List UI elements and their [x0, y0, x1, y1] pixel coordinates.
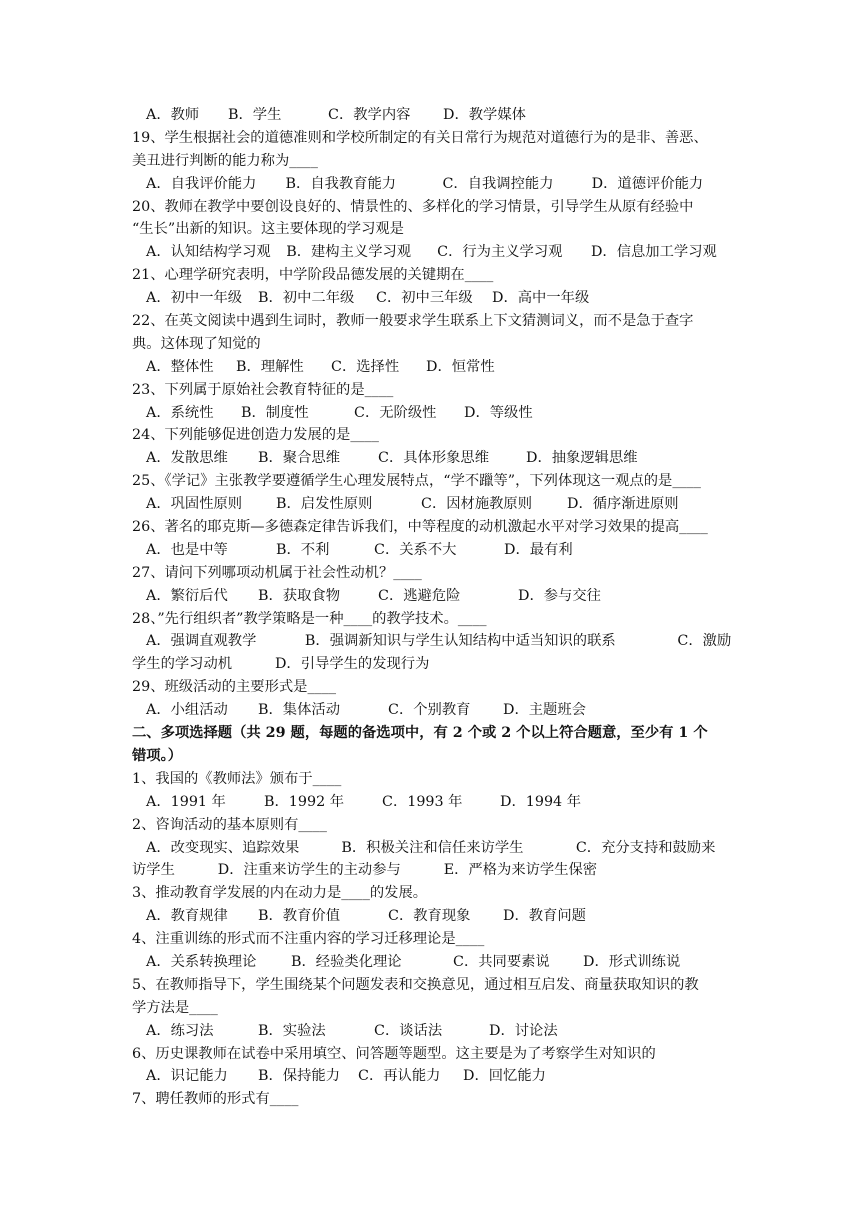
option-row — [132, 241, 737, 264]
option-row — [132, 951, 737, 974]
option-item: A．自我评价能力 — [146, 175, 257, 192]
question-text: 美丑进行判断的能力称为____ — [132, 152, 318, 169]
option-item: B．制度性 — [241, 404, 309, 421]
option-item: C．共同要素说 — [453, 953, 550, 970]
question-text: 4、注重训练的形式而不注重内容的学习迁移理论是____ — [132, 931, 485, 948]
question-text: 2、咨询活动的基本原则有____ — [132, 816, 327, 833]
option-item: D．最有利 — [504, 541, 573, 558]
option-item: D．教育问题 — [503, 908, 586, 925]
option-item: C．逃避危险 — [378, 587, 461, 604]
question-text: 学生的学习动机 D．引导学生的发现行为 — [132, 656, 430, 673]
option-item: A．初中一年级 — [146, 290, 243, 307]
question-text: 6、历史课教师在试卷中采用填空、问答题等题型。这主要是为了考察学生对知识的 — [132, 1045, 656, 1062]
option-row — [132, 791, 737, 814]
option-item: A．1991 年 — [146, 793, 226, 810]
question-text: 29、班级活动的主要形式是____ — [132, 679, 337, 696]
option-item: D．循序渐进原则 — [567, 496, 679, 513]
option-item: B．积极关注和信任来访学生 — [341, 839, 524, 856]
option-item: D．抽象逻辑思维 — [526, 450, 638, 467]
option-row — [132, 539, 737, 562]
option-item: A．小组活动 — [146, 702, 228, 719]
question-text: 学方法是____ — [132, 999, 218, 1016]
option-item: A．教师 — [146, 107, 200, 123]
option-item: D．恒常性 — [426, 358, 495, 375]
option-row — [132, 837, 737, 860]
option-item: C．选择性 — [331, 358, 400, 375]
option-item: C．初中三年级 — [376, 290, 473, 307]
option-item: B．1992 年 — [264, 793, 345, 810]
option-item: A．也是中等 — [146, 541, 228, 558]
option-row — [132, 173, 737, 196]
option-item: A．发散思维 — [146, 450, 228, 467]
option-item: A．认知结构学习观 — [146, 244, 271, 261]
option-item: A．整体性 — [146, 358, 214, 375]
option-item: D．道德评价能力 — [591, 175, 704, 192]
option-item: C．激励 — [677, 633, 732, 650]
question-text: 19、学生根据社会的道德准则和学校所制定的有关日常行为规范对道德行为的是非、善恶、 — [132, 129, 708, 146]
question-text: 26、著名的耶克斯—多德森定律告诉我们，中等程度的动机激起水平对学习效果的提高____ — [132, 519, 708, 536]
option-item: B．自我教育能力 — [285, 175, 397, 192]
question-text: 5、在教师指导下，学生围绕某个问题发表和交换意见，通过相互启发、商量获取知识的教 — [132, 976, 699, 993]
option-item: D．信息加工学习观 — [590, 244, 717, 261]
section-heading: 错项。） — [132, 747, 183, 764]
option-item: B．初中二年级 — [258, 290, 355, 307]
option-item: B．实验法 — [258, 1022, 326, 1039]
question-text: 典。这体现了知觉的 — [132, 335, 261, 352]
option-item: C．具体形象思维 — [378, 450, 490, 467]
option-item: D．主题班会 — [503, 702, 586, 719]
question-text: 1、我国的《教师法》颁布于____ — [132, 770, 342, 787]
option-item: A．关系转换理论 — [146, 953, 257, 970]
option-item: A．巩固性原则 — [146, 496, 243, 513]
exam-content — [132, 104, 737, 1111]
option-item: D．高中一年级 — [492, 290, 590, 307]
option-item: B．学生 — [228, 107, 282, 123]
question-text: 23、下列属于原始社会教育特征的是____ — [132, 381, 394, 398]
option-item: C．教学内容 — [328, 107, 411, 123]
option-row — [132, 493, 737, 516]
option-row — [132, 905, 737, 928]
option-item: C．因材施教原则 — [421, 496, 533, 513]
question-text: 25、《学记》主张教学要遵循学生心理发展特点，“学不躐等”，下列体现这一观点的是____ — [132, 473, 701, 490]
option-item: C．行为主义学习观 — [437, 244, 563, 261]
option-item: C．个别教育 — [388, 702, 471, 719]
option-item: B．聚合思维 — [258, 450, 340, 467]
option-item: B．保持能力 — [258, 1068, 340, 1085]
option-row — [132, 287, 737, 310]
option-item: C．充分支持和鼓励来 — [575, 839, 716, 856]
question-text: 7、聘任教师的形式有____ — [132, 1091, 299, 1108]
option-row — [132, 402, 737, 425]
option-item: A．教育规律 — [146, 908, 228, 925]
option-item: C．谈话法 — [374, 1022, 443, 1039]
option-item: A．系统性 — [146, 404, 214, 421]
option-item: D．1994 年 — [500, 793, 581, 810]
option-row — [132, 1020, 737, 1043]
section-heading: 二、多项选择题（共 29 题，每题的备选项中，有 2 个或 2 个以上符合题意，至少有 1 个 — [132, 725, 708, 742]
option-row — [132, 585, 737, 608]
option-item: C．教育现象 — [388, 908, 471, 925]
option-item: C．1993 年 — [382, 793, 463, 810]
question-text: 22、在英文阅读中遇到生词时，教师一般要求学生联系上下文猜测词义，而不是急于查字 — [132, 313, 694, 330]
option-row — [132, 104, 737, 127]
option-item: D．参与交往 — [518, 587, 601, 604]
option-item: A．繁衍后代 — [146, 587, 228, 604]
option-item: B．经验类化理论 — [291, 953, 402, 970]
option-item: B．教育价值 — [258, 908, 340, 925]
option-row — [132, 447, 737, 470]
option-item: A．改变现实、追踪效果 — [146, 839, 300, 856]
option-item: B．强调新知识与学生认知结构中适当知识的联系 — [304, 633, 616, 650]
option-row — [132, 630, 737, 653]
option-item: B．获取食物 — [258, 587, 340, 604]
option-item: B．不利 — [276, 541, 330, 558]
option-item: D．回忆能力 — [463, 1068, 546, 1085]
option-row — [132, 699, 737, 722]
question-text: 3、推动教育学发展的内在动力是____的发展。 — [132, 885, 428, 902]
question-text: “生长”出新的知识。这主要体现的学习观是 — [132, 221, 404, 238]
option-item: C．自我调控能力 — [442, 175, 554, 192]
question-text: 28、”先行组织者”教学策略是一种____的教学技术。____ — [132, 610, 487, 627]
option-item: A．强调直观教学 — [146, 633, 257, 650]
option-item: B．理解性 — [236, 358, 304, 375]
option-item: B．建构主义学习观 — [286, 244, 412, 261]
option-item: D．讨论法 — [489, 1022, 558, 1039]
question-text: 24、下列能够促进创造力发展的是____ — [132, 427, 379, 444]
question-text: 21、心理学研究表明，中学阶段品德发展的关键期在____ — [132, 267, 494, 284]
option-item: C．关系不大 — [374, 541, 457, 558]
option-item: C．无阶级性 — [354, 404, 437, 421]
option-row — [132, 1065, 737, 1088]
option-item: A．练习法 — [146, 1022, 214, 1039]
option-item: D．形式训练说 — [583, 953, 681, 970]
option-item: D．教学媒体 — [443, 107, 526, 123]
option-item: A．识记能力 — [146, 1068, 228, 1085]
option-item: C．再认能力 — [358, 1068, 441, 1085]
question-text: 27、请问下列哪项动机属于社会性动机？____ — [132, 564, 422, 581]
option-item: D．等级性 — [464, 404, 533, 421]
option-row — [132, 356, 737, 379]
option-item: B．集体活动 — [258, 702, 340, 719]
option-item: B．启发性原则 — [276, 496, 373, 513]
question-text: 访学生 D．注重来访学生的主动参与 E．严格为来访学生保密 — [132, 862, 598, 879]
question-text: 20、教师在教学中要创设良好的、情景性的、多样化的学习情景，引导学生从原有经验中 — [132, 198, 694, 215]
